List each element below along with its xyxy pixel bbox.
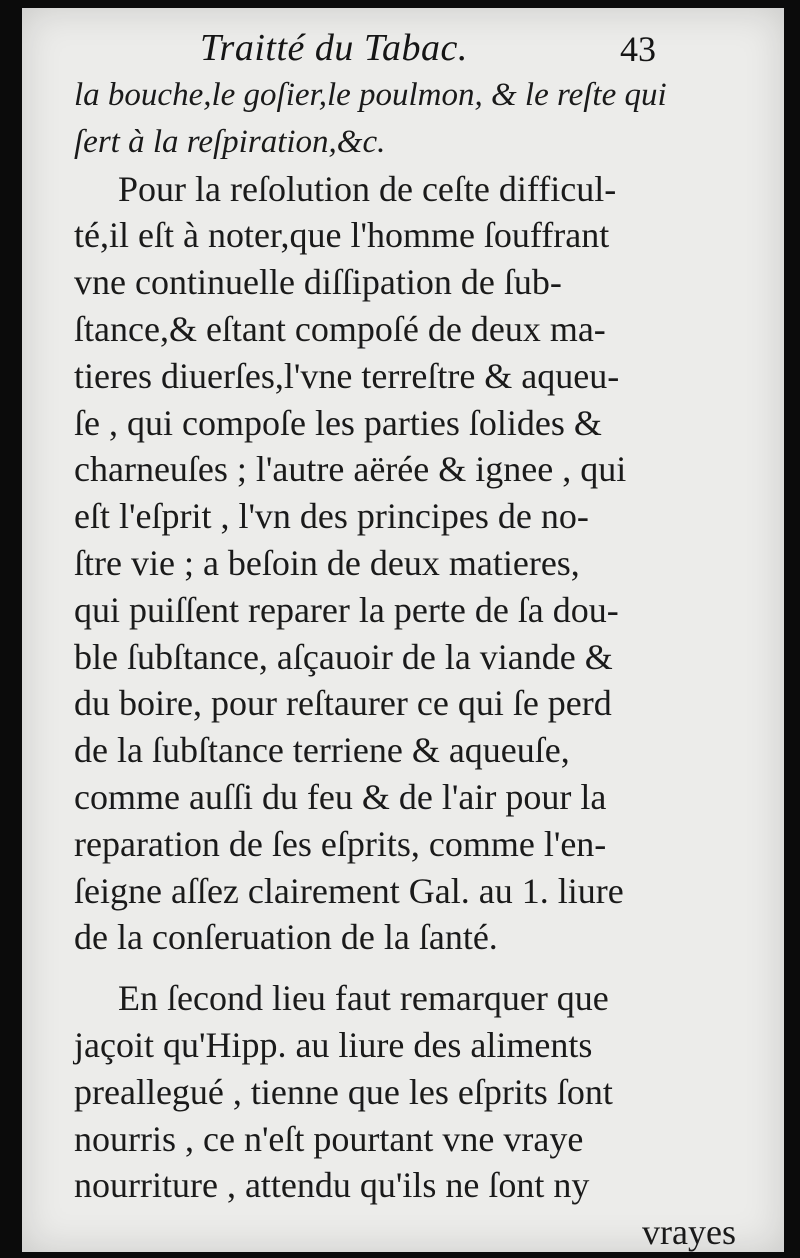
text-line: tieres diuerſes,l'vne terreſtre & aqueu-: [74, 355, 620, 396]
text-line: de la conſeruation de la ſanté.: [74, 917, 498, 958]
text-line: de la ſubſtance terriene & aqueuſe,: [74, 730, 570, 771]
text-line: reparation de ſes eſprits, comme l'en-: [74, 823, 607, 864]
running-title: Traitté du Tabac.: [200, 27, 468, 69]
paragraph-gap: [74, 961, 754, 975]
text-line: qui puiſſent reparer la perte de ſa dou-: [74, 589, 619, 630]
text-line: té,il eſt à noter,que l'homme ſouffrant: [74, 215, 610, 256]
text-line: du boire, pour reſtaurer ce qui ſe perd: [74, 683, 612, 724]
text-line: ſert à la reſpiration,&c.: [74, 123, 386, 160]
book-page: [22, 8, 784, 1252]
text-line: jaçoit qu'Hipp. au liure des aliments: [74, 1024, 593, 1065]
catchword: vrayes: [642, 1212, 736, 1253]
text-line: ſeigne aſſez clairement Gal. au 1. liure: [74, 870, 624, 911]
text-line: la bouche,le goſier,le poulmon, & le reſte qui: [74, 77, 667, 113]
text-line: ble ſubſtance, aſçauoir de la viande &: [74, 636, 613, 677]
text-line: comme auſſi du feu & de l'air pour la: [74, 776, 607, 817]
page-number: 43: [620, 29, 656, 69]
text-line: vne continuelle diſſipation de ſub-: [74, 262, 562, 303]
text-line: ſe , qui compoſe les parties ſolides &: [74, 402, 602, 443]
text-line: Pour la reſolution de ceſte difficul-: [118, 168, 617, 209]
text-line: nourris , ce n'eſt pourtant vne vraye: [74, 1118, 584, 1159]
text-line: ſtance,& eſtant compoſé de deux ma-: [74, 308, 606, 349]
text-line: charneuſes ; l'autre aërée & ignee , qui: [74, 449, 627, 490]
text-line: En ſecond lieu faut remarquer que: [118, 978, 609, 1019]
text-line: nourriture , attendu qu'ils ne ſont ny: [74, 1165, 590, 1206]
text-line: ſtre vie ; a beſoin de deux matieres,: [74, 542, 580, 583]
text-line: eſt l'eſprit , l'vn des principes de no-: [74, 496, 589, 537]
text-line: preallegué , tienne que les eſprits ſont: [74, 1071, 613, 1112]
body-text: [74, 72, 754, 1256]
